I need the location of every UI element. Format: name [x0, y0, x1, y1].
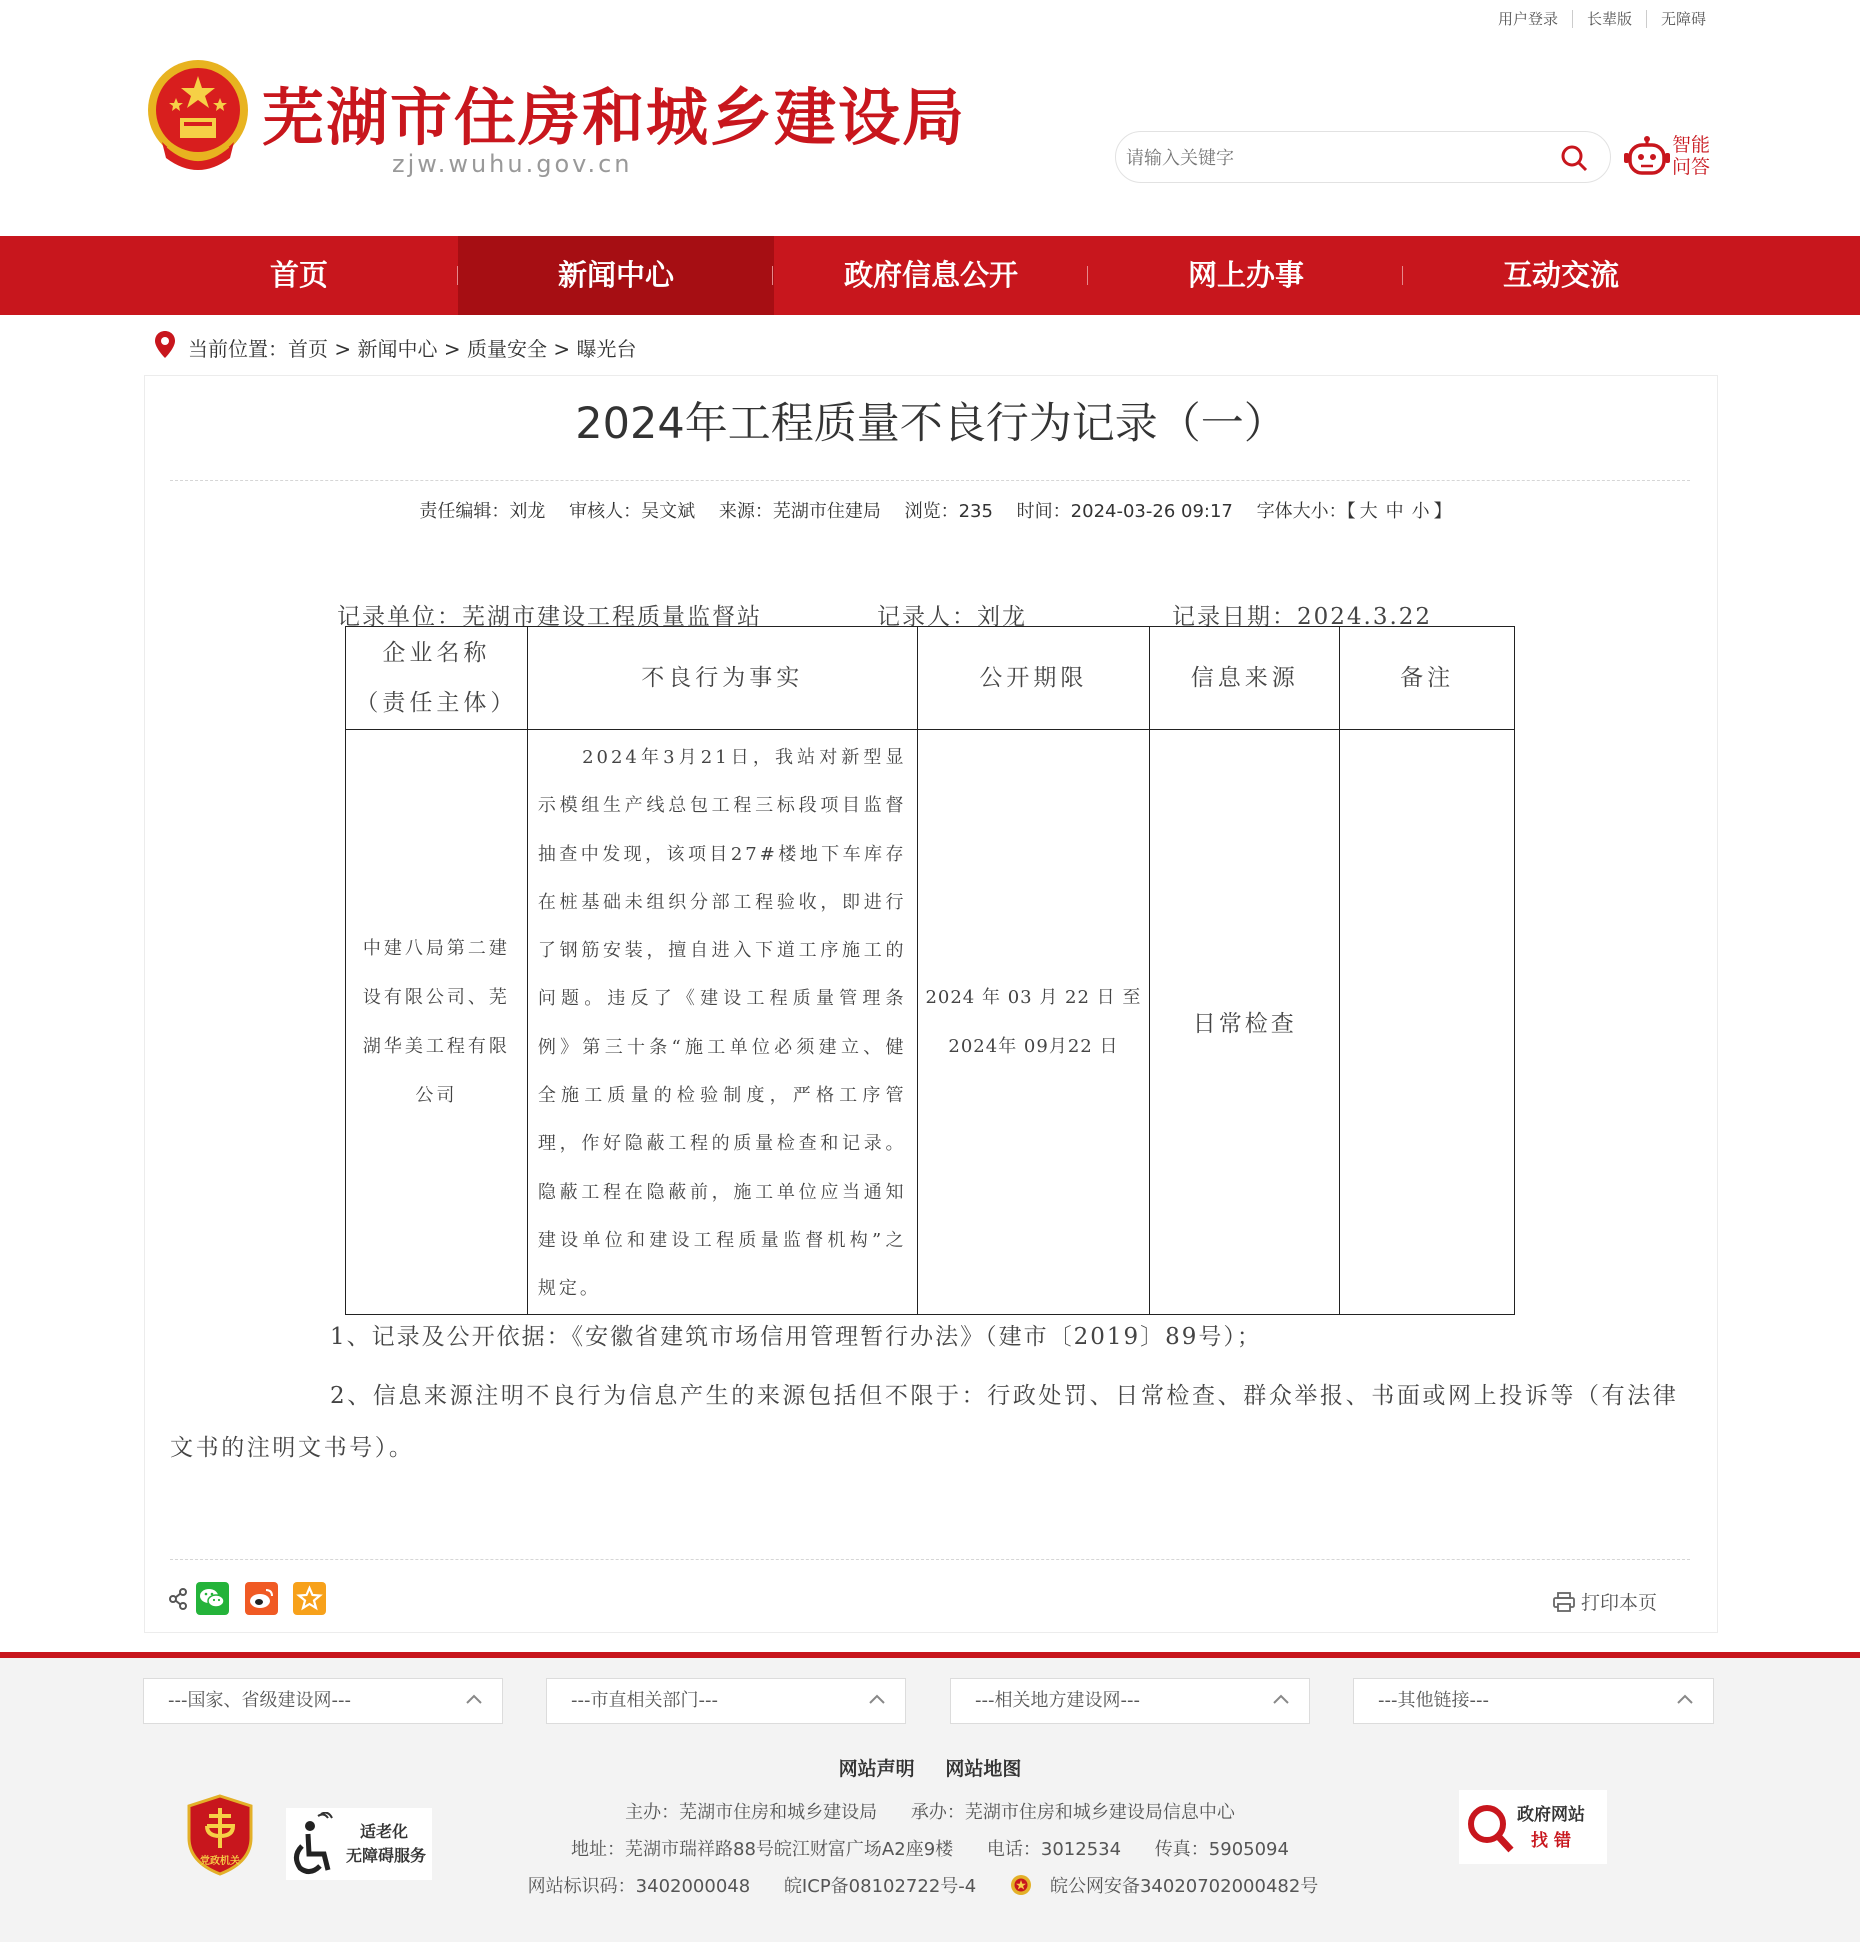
- elderly-badge-line1: 适老化: [360, 1822, 409, 1841]
- smart-qa-link[interactable]: [1672, 134, 1722, 178]
- chevron-up-icon: [466, 1694, 482, 1704]
- record-date: 记录日期：2024.3.22: [1172, 604, 1433, 630]
- footer-police-text: 皖公网安备34020702000482号: [1049, 1876, 1319, 1897]
- cell-period: [917, 730, 1150, 1315]
- breadcrumb-news-center[interactable]: 新闻中心: [357, 337, 438, 361]
- select-local-sites-label: ---相关地方建设网---: [975, 1690, 1140, 1711]
- footer-police[interactable]: [1010, 1876, 1332, 1897]
- elderly-accessibility-badge[interactable]: [286, 1808, 432, 1880]
- breadcrumb-home[interactable]: 首页: [288, 337, 328, 361]
- chevron-up-icon: [1677, 1694, 1693, 1704]
- record-unit: 记录单位：芜湖市建设工程质量监督站: [337, 604, 762, 630]
- select-national-sites[interactable]: [143, 1678, 503, 1724]
- cell-source: 日常检查: [1150, 730, 1340, 1315]
- footer-icp[interactable]: 皖ICP备08102722号-4: [783, 1876, 977, 1897]
- font-medium-button[interactable]: 中: [1385, 501, 1404, 522]
- meta-editor: 责任编辑：刘龙: [419, 501, 546, 522]
- site-title: 芜湖市住房和城乡建设局: [262, 81, 967, 154]
- party-gov-badge-icon[interactable]: [185, 1794, 255, 1876]
- svg-text:党政机关: 党政机关: [200, 1856, 240, 1867]
- font-large-button[interactable]: 大: [1359, 501, 1378, 522]
- printer-icon: [1553, 1592, 1575, 1612]
- header-source: 信息来源: [1150, 627, 1340, 730]
- find-error-line2: 找 错: [1531, 1831, 1571, 1851]
- footer-undertaker: 承办：芜湖市住房和城乡建设局信息中心: [910, 1802, 1235, 1823]
- site-map-link[interactable]: 网站地图: [945, 1758, 1022, 1780]
- share-icon[interactable]: [168, 1587, 188, 1611]
- smart-qa-label-2: 问答: [1672, 156, 1711, 178]
- header-company: [346, 627, 528, 730]
- footer-site-code: 网站标识码：3402000048: [527, 1876, 751, 1897]
- nav-home[interactable]: 首页: [269, 258, 328, 292]
- period-line1: 2024 年 03 月 22 日 至: [925, 986, 1142, 1008]
- find-error-line1: 政府网站: [1517, 1805, 1585, 1825]
- national-emblem-icon[interactable]: [142, 58, 254, 176]
- favorite-star-icon[interactable]: [293, 1582, 326, 1615]
- select-other-links[interactable]: [1353, 1678, 1714, 1724]
- header-company-line2: （责任主体）: [355, 690, 518, 716]
- location-pin-icon: [154, 330, 176, 360]
- search-box: [1115, 131, 1611, 183]
- note-source: 2、信息来源注明不良行为信息产生的来源包括但不限于：行政处罚、日常检查、群众举报、书面或网上投诉等（有法律文书的注明文书号）。: [170, 1383, 1679, 1461]
- robot-icon[interactable]: [1624, 135, 1670, 179]
- magnifier-icon: [1465, 1798, 1517, 1858]
- note-basis: 1、记录及公开依据：《安徽省建筑市场信用管理暂行办法》（建市〔2019〕89号）；: [330, 1324, 1262, 1350]
- footer-phone: 电话：3012534: [986, 1839, 1122, 1860]
- top-links: [1484, 10, 1720, 28]
- font-size-close: 】: [1433, 501, 1452, 522]
- select-city-departments[interactable]: [546, 1678, 906, 1724]
- header-period: 公开期限: [917, 627, 1150, 730]
- print-label: 打印本页: [1581, 1592, 1658, 1614]
- breadcrumb: [188, 333, 636, 362]
- cell-facts: 2024年3月21日，我站对新型显示模组生产线总包工程三标段项目监督抽查中发现，该项目27#楼地下车库存在桩基础未组织分部工程验收，即进行了钢筋安装，擅自进入下道工序施工的问题。违反了《建设工程质量管理条例》第三十条“施工单位必须建立、健全施工质量的检验制度，严格工序管理，作好隐蔽工程的质量检查和记录。隐蔽工程在隐蔽前，施工单位应当通知建设单位和建设工程质量监督机构”之规定。: [527, 730, 917, 1315]
- breadcrumb-sep: >: [553, 337, 571, 361]
- site-statement-link[interactable]: 网站声明: [838, 1758, 915, 1780]
- weibo-share-icon[interactable]: [245, 1582, 278, 1615]
- footer-registration-line: [0, 1872, 1860, 1898]
- nav-news-center[interactable]: 新闻中心: [458, 236, 774, 315]
- find-error-text: [1517, 1802, 1585, 1854]
- wheelchair-icon: [288, 1812, 340, 1878]
- divider: [170, 480, 1690, 481]
- search-input[interactable]: [1126, 144, 1526, 172]
- nav-gov-info[interactable]: 政府信息公开: [843, 258, 1018, 292]
- breadcrumb-sep: >: [443, 337, 461, 361]
- nav-interaction[interactable]: 互动交流: [1502, 258, 1619, 292]
- gov-site-find-error-badge[interactable]: [1459, 1790, 1607, 1864]
- select-other-links-label: ---其他链接---: [1378, 1690, 1489, 1711]
- nav-online-service[interactable]: 网上办事: [1187, 258, 1304, 292]
- meta-font-size: [1257, 501, 1452, 522]
- meta-time: 时间：2024-03-26 09:17: [1016, 501, 1233, 522]
- bad-behavior-table: [345, 626, 1515, 1315]
- main-nav: [0, 236, 1860, 315]
- record-person: 记录人：刘龙: [877, 604, 1027, 630]
- search-icon[interactable]: [1560, 144, 1588, 172]
- meta-reviewer: 审核人：吴文斌: [569, 501, 696, 522]
- elderly-badge-line2: 无障碍服务: [346, 1846, 427, 1865]
- breadcrumb-prefix: 当前位置：: [188, 337, 288, 361]
- header-remark: 备注: [1340, 627, 1515, 730]
- breadcrumb-quality-safety[interactable]: 质量安全: [466, 337, 547, 361]
- footer-address: 地址：芜湖市瑞祥路88号皖江财富广场A2座9楼: [571, 1839, 954, 1860]
- chevron-up-icon: [1273, 1694, 1289, 1704]
- article-title: 2024年工程质量不良行为记录（一）: [575, 399, 1287, 449]
- site-domain: zjw.wuhu.gov.cn: [392, 150, 633, 178]
- period-line2: 2024年 09月22 日: [948, 1035, 1119, 1057]
- cell-remark: [1340, 730, 1515, 1315]
- elderly-badge-text: [346, 1820, 426, 1868]
- footer-host: 主办：芜湖市住房和城乡建设局: [625, 1802, 878, 1823]
- article-meta: [144, 497, 1718, 523]
- meta-source: 来源：芜湖市住建局: [718, 501, 881, 522]
- font-size-label: 字体大小：【: [1256, 501, 1356, 522]
- login-link[interactable]: 用户登录: [1497, 10, 1558, 28]
- meta-views: 浏览：235: [904, 501, 993, 522]
- header-facts: 不良行为事实: [527, 627, 917, 730]
- accessibility-link[interactable]: 无障碍: [1646, 10, 1720, 28]
- cell-company: 中建八局第二建设有限公司、芜湖华美工程有限公司: [346, 730, 528, 1315]
- police-badge-icon: [1010, 1874, 1032, 1896]
- footer-fax: 传真：5905094: [1154, 1839, 1289, 1860]
- select-national-sites-label: ---国家、省级建设网---: [168, 1690, 351, 1711]
- elderly-version-link[interactable]: 长辈版: [1572, 10, 1646, 28]
- font-small-button[interactable]: 小: [1411, 501, 1430, 522]
- footer-links: [0, 1754, 1860, 1781]
- header-company-line1: 企业名称: [382, 640, 491, 666]
- select-local-sites[interactable]: [950, 1678, 1310, 1724]
- breadcrumb-sep: >: [334, 337, 352, 361]
- table-row: [346, 730, 1515, 1315]
- wechat-share-icon[interactable]: [196, 1582, 229, 1615]
- chevron-up-icon: [869, 1694, 885, 1704]
- select-city-departments-label: ---市直相关部门---: [571, 1690, 718, 1711]
- breadcrumb-exposure[interactable]: 曝光台: [576, 337, 637, 361]
- print-page-button[interactable]: [1553, 1588, 1657, 1615]
- table-header-row: [346, 627, 1515, 730]
- divider: [170, 1559, 1690, 1560]
- smart-qa-label-1: 智能: [1672, 134, 1711, 156]
